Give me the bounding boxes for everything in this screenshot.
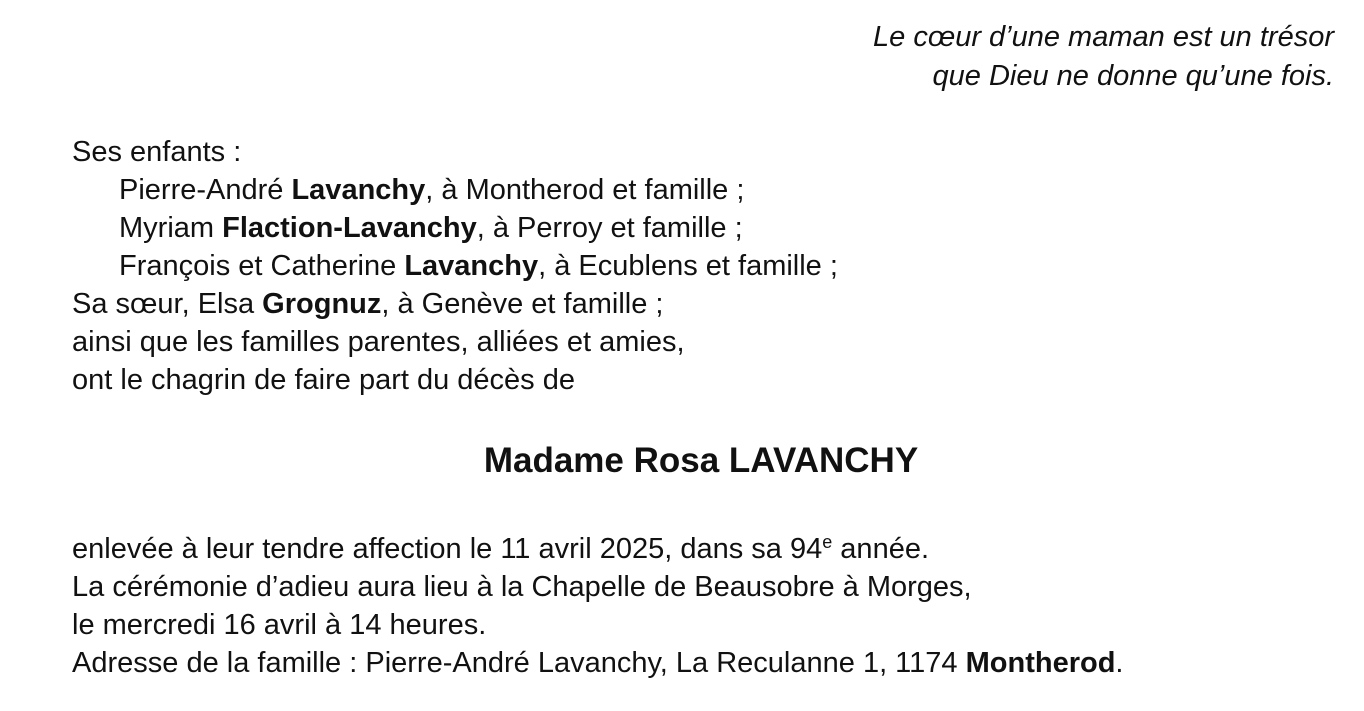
passing-text-end: année.: [832, 533, 930, 565]
passing-line: [72, 530, 1123, 568]
announcement-line: ont le chagrin de faire part du décès de: [72, 364, 575, 396]
child-location: , à Montherod et famille ;: [425, 174, 745, 206]
address-text: Adresse de la famille : Pierre-André Lavanchy, La Reculanne 1, 1174: [72, 647, 966, 679]
sister-first-name: Sa sœur, Elsa: [72, 288, 263, 320]
sister-surname: Grognuz: [262, 288, 382, 320]
ceremony-details: [72, 530, 1123, 682]
address-city: Montherod: [965, 647, 1116, 679]
passing-text: enlevée à leur tendre affection le 11 avril 2025, dans sa 94: [72, 533, 823, 565]
epigraph-line-1: Le cœur d’une maman est un trésor: [873, 21, 1334, 53]
deceased-name: Madame Rosa LAVANCHY: [483, 441, 919, 480]
child-surname: Lavanchy: [404, 250, 539, 282]
child-surname: Flaction-Lavanchy: [222, 212, 477, 244]
child-entry-3: [72, 247, 838, 285]
child-first-name: Pierre-André: [119, 174, 292, 206]
sister-location: , à Genève et famille ;: [381, 288, 664, 320]
child-first-name: François et Catherine: [119, 250, 405, 282]
child-entry-2: [72, 209, 838, 247]
child-location: , à Ecublens et famille ;: [538, 250, 838, 282]
family-address-line: [72, 644, 1123, 682]
families-line: ainsi que les familles parentes, alliées et amies,: [72, 326, 685, 358]
sister-entry: [72, 285, 838, 323]
family-announcement: [72, 133, 838, 399]
epigraph-line-2: que Dieu ne donne qu’une fois.: [932, 60, 1334, 92]
child-first-name: Myriam: [119, 212, 223, 244]
ceremony-date-line: le mercredi 16 avril à 14 heures.: [72, 609, 487, 641]
ceremony-line: La cérémonie d’adieu aura lieu à la Chapelle de Beausobre à Morges,: [72, 571, 972, 603]
address-end: .: [1115, 647, 1124, 679]
children-heading: Ses enfants :: [72, 136, 242, 168]
child-entry-1: [72, 171, 838, 209]
child-location: , à Perroy et famille ;: [476, 212, 743, 244]
ordinal-suffix: e: [822, 532, 833, 552]
child-surname: Lavanchy: [291, 174, 426, 206]
epigraph: [873, 18, 1334, 96]
